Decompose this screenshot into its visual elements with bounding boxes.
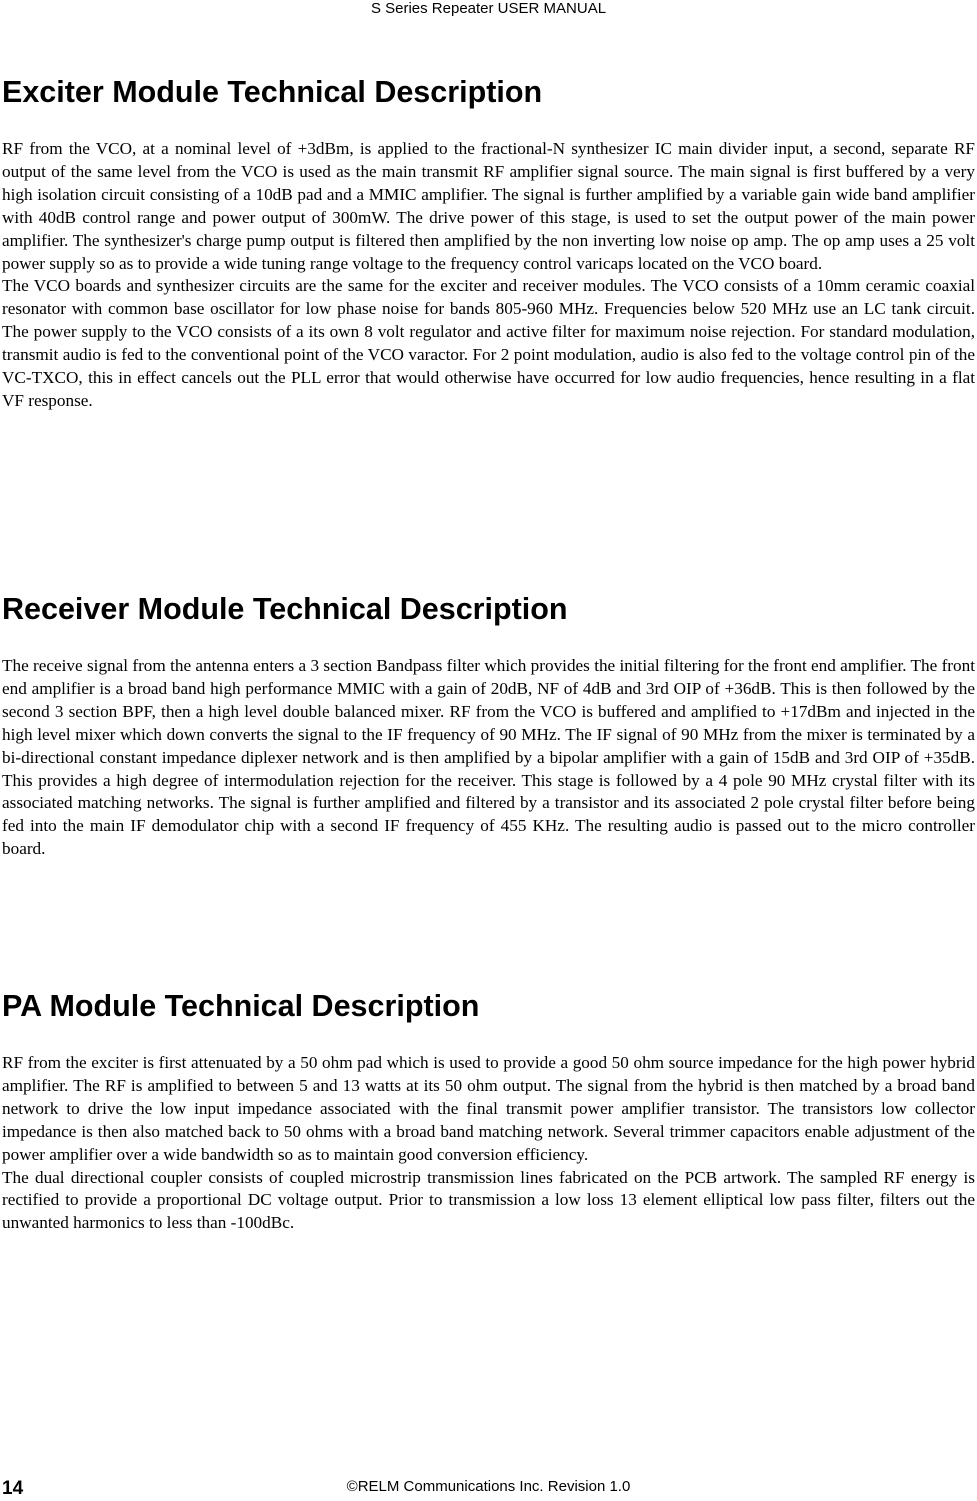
- footer-copyright: ©RELM Communications Inc. Revision 1.0: [346, 1478, 631, 1495]
- section-body-receiver: [2, 655, 975, 861]
- section-body-exciter: [2, 138, 975, 413]
- section-title-pa: PA Module Technical Description: [2, 989, 480, 1023]
- paragraph: The VCO boards and synthesizer circuits are the same for the exciter and receiver modules. The VCO consists of a 10mm ceramic coaxial resonator with common base oscillator for low phase noise for bands 805-960 MHz. Frequencies below 520 MHz use an LC tank circuit. The power supply to the VCO consists of a its own 8 volt regulator and active filter for maximum noise rejection. For standard modulation, transmit audio is fed to the conventional point of the VCO varactor. For 2 point modulation, audio is also fed to the voltage control pin of the VC-TXCO, this in effect cancels out the PLL error that would otherwise have occurred for low audio frequencies, hence resulting in a flat VF response.: [2, 276, 975, 410]
- section-title-receiver: Receiver Module Technical Description: [2, 592, 568, 626]
- paragraph: The receive signal from the antenna enters a 3 section Bandpass filter which provides the initial filtering for the front end amplifier. The front end amplifier is a broad band high performance MMIC with a gain of 20dB, NF of 4dB and 3rd OIP of +36dB. This is then followed by the second 3 section BPF, then a high level double balanced mixer. RF from the VCO is buffered and amplified to +17dBm and injected in the high level mixer which down converts the signal to the IF frequency of 90 MHz. The IF signal of 90 MHz from the mixer is terminated by a bi-directional constant impedance diplexer network and is then amplified by a bipolar amplifier with a gain of 15dB and 3rd OIP of +35dB. This provides a high degree of intermodulation rejection for the receiver. This stage is followed by a 4 pole 90 MHz crystal filter with its associated matching networks. The signal is further amplified and filtered by a transistor and its associated 2 pole crystal filter before being fed into the main IF demodulator chip with a second IF frequency of 455 KHz. The resulting audio is passed out to the micro controller board.: [2, 656, 975, 859]
- paragraph: RF from the exciter is first attenuated by a 50 ohm pad which is used to provide a good 50 ohm source impedance for the high power hybrid amplifier. The RF is amplified to between 5 and 13 watts at its 50 ohm output. The signal from the hybrid is then matched by a broad band network to drive the low input impedance associated with the final transmit power amplifier transistor. The transistors low collector impedance is then also matched back to 50 ohms with a broad band matching network. Several trimmer capacitors enable adjustment of the power amplifier over a wide bandwidth so as to maintain good conversion efficiency.: [2, 1053, 975, 1164]
- paragraph: The dual directional coupler consists of coupled microstrip transmission lines fabricated on the PCB artwork. The sampled RF energy is rectified to provide a proportional DC voltage output. Prior to transmission a low loss 13 element elliptical low pass filter, filters out the unwanted harmonics to less than -100dBc.: [2, 1167, 975, 1233]
- paragraph: RF from the VCO, at a nominal level of +3dBm, is applied to the fractional-N synthesizer IC main divider input, a second, separate RF output of the same level from the VCO is used as the main transmit RF amplifier signal source. The main signal is first buffered by a very high isolation circuit consisting of a 10dB pad and a MMIC amplifier. The signal is further amplified by a variable gain wide band amplifier with 40dB control range and power output of 300mW. The drive power of this stage, is used to set the output power of the main power amplifier. The synthesizer's charge pump output is filtered then amplified by the non inverting low noise op amp. The op amp uses a 25 volt power supply so as to provide a wide tuning range voltage to the frequency control varicaps located on the VCO board.: [2, 139, 975, 273]
- page-number: 14: [2, 1478, 24, 1499]
- running-header: S Series Repeater USER MANUAL: [370, 0, 607, 17]
- section-title-exciter: Exciter Module Technical Description: [2, 75, 543, 109]
- section-body-pa: [2, 1052, 975, 1235]
